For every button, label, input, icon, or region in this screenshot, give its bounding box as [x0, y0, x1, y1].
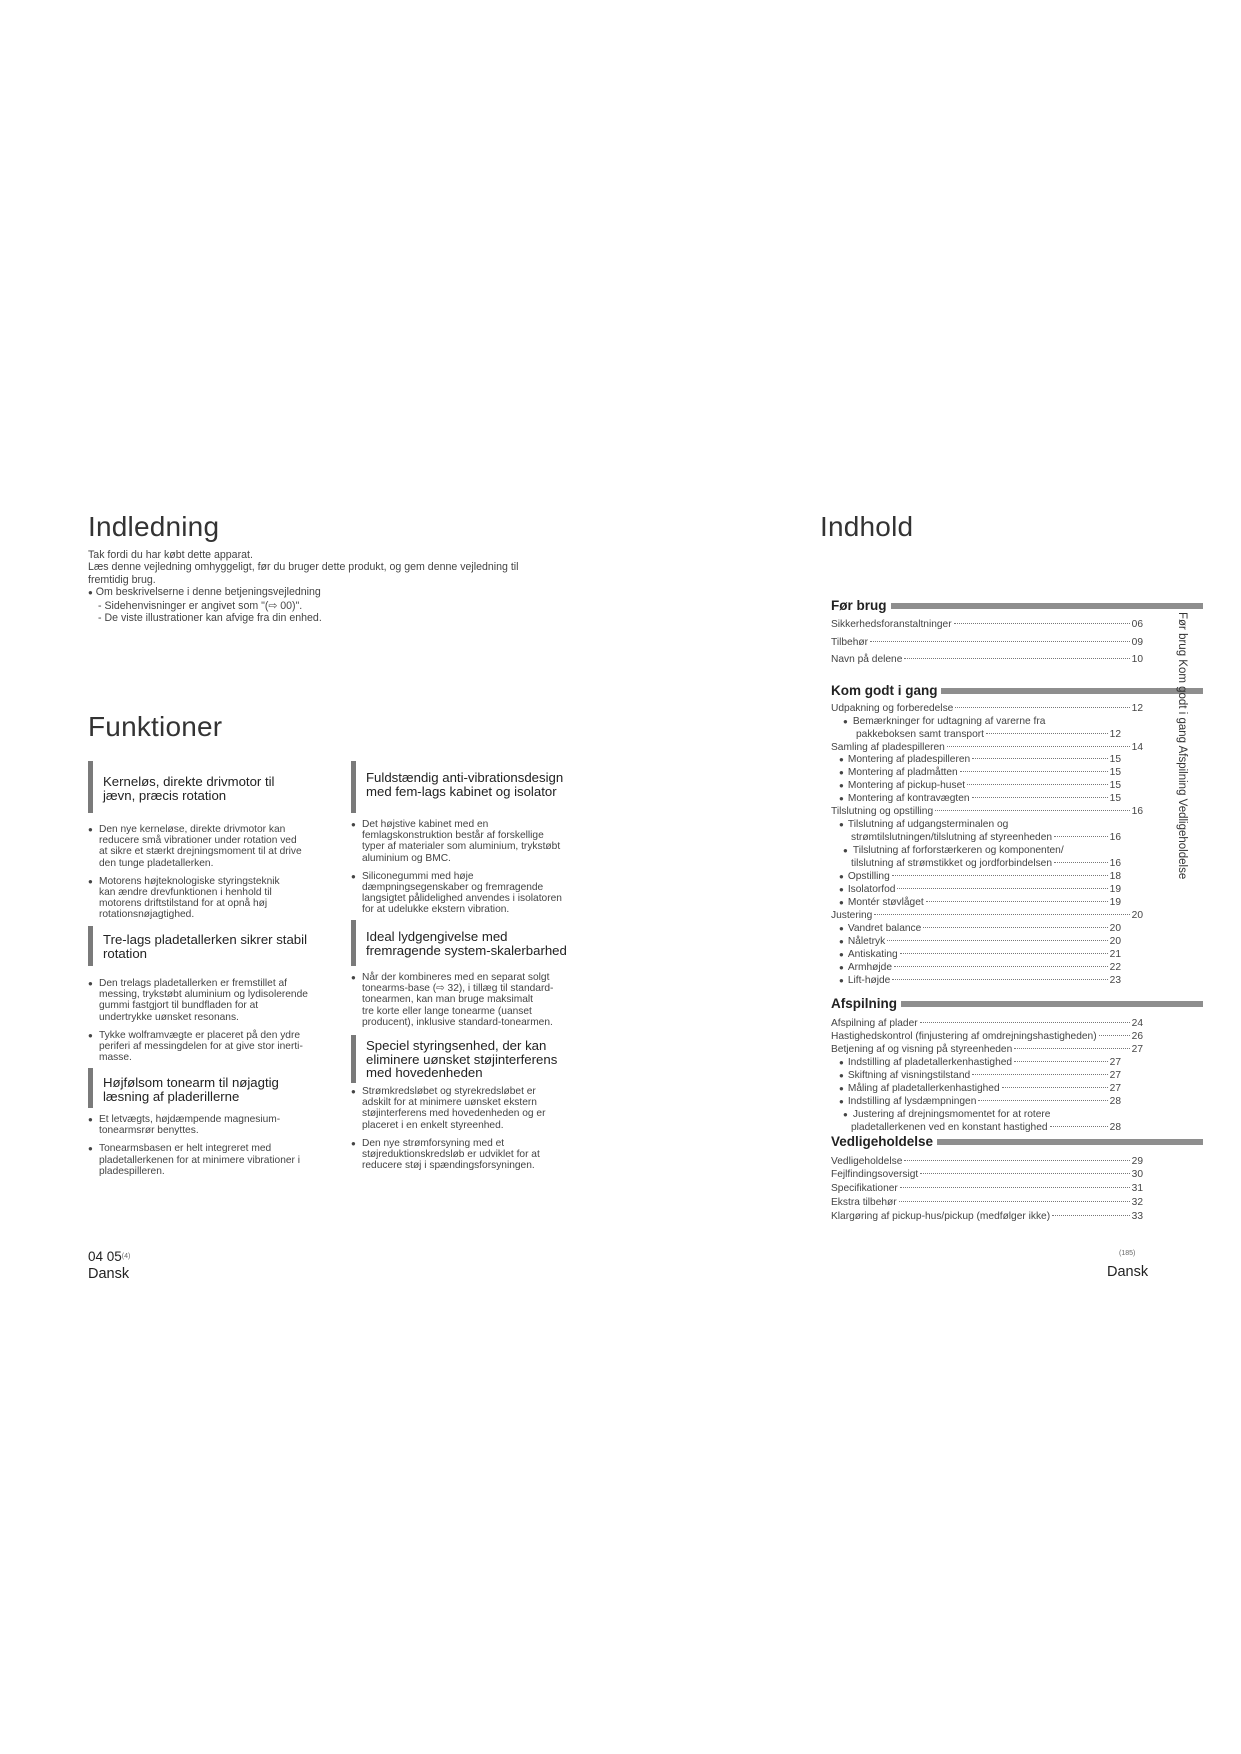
- list-item: ● Strømkredsløbet og styrekredsløbet er adskilt for at minimere uønsket ekstern støjinterferens med hovedenheden og er placeret i en enkelt styreenhed.: [351, 1086, 616, 1131]
- feature-bullets: [351, 972, 616, 1035]
- toc-entry[interactable]: Samling af pladespilleren 14: [831, 742, 1143, 753]
- feature-heading: Speciel styringsenhed, der kan eliminere uønsket støjinterferens med hovedenheden: [351, 1035, 611, 1083]
- toc-entry[interactable]: ● Tilslutning af forforstærkeren og komponenten/: [843, 845, 1064, 856]
- toc-entry[interactable]: ● Antiskating 21: [839, 949, 1121, 960]
- list-item: ● Siliconegummi med høje dæmpningsegenskaber og fremragende langsigtet pålidelighed anvendes i isolatoren for at udelukke ekstern vibration.: [351, 871, 616, 916]
- intro-text: [88, 549, 608, 624]
- toc-entry[interactable]: ● Montering af pladmåtten 15: [839, 767, 1121, 778]
- section-title: Afspilning: [831, 996, 901, 1011]
- toc-entry[interactable]: ● Indstilling af pladetallerkenhastighed 27: [839, 1057, 1121, 1068]
- toc-entry[interactable]: Udpakning og forberedelse 12: [831, 703, 1143, 714]
- feature-heading: Højfølsom tonearm til nøjagtig læsning af pladerillerne: [88, 1068, 348, 1108]
- toc-entry[interactable]: strømtilslutningen/tilslutning af styreenheden 16: [851, 832, 1121, 843]
- toc-entry[interactable]: ● Tilslutning af udgangsterminalen og: [839, 819, 1009, 830]
- toc-entry[interactable]: ● Lift-højde 23: [839, 975, 1121, 986]
- intro-sub: - De viste illustrationer kan afvige fra din enhed.: [98, 612, 322, 625]
- intro-title: Indledning: [88, 511, 220, 542]
- toc-entry[interactable]: ● Montering af pickup-huset 15: [839, 780, 1121, 791]
- list-item: ● Når der kombineres med en separat solgt tonearms-base (⇨ 32), i tillæg til standard- tonearmen, kan man bruge maksimalt tre korte eller lange tonearme (uanset producent), inklusive standard-tonearmen.: [351, 972, 616, 1028]
- footer-language: Dansk: [1107, 1264, 1149, 1280]
- feature-bullets: [351, 1086, 616, 1178]
- footer-language: Dansk: [88, 1266, 130, 1282]
- toc-section-heading: [831, 683, 1203, 699]
- feature-bullets: [88, 978, 353, 1070]
- list-item: ● Et letvægts, højdæmpende magnesium- tonearmsrør benyttes.: [88, 1114, 353, 1136]
- feature-bullets: [88, 1114, 353, 1184]
- toc-entry[interactable]: pakkeboksen samt transport 12: [856, 729, 1121, 740]
- toc-entry[interactable]: ● Bemærkninger for udtagning af varerne fra: [843, 716, 1046, 727]
- intro-line: Læs denne vejledning omhyggeligt, før du bruger dette produkt, og gem denne vejledning til: [88, 561, 519, 574]
- toc-entry[interactable]: Vedligeholdelse 29: [831, 1156, 1143, 1167]
- toc-entry[interactable]: tilslutning af strømstikket og jordforbindelsen 16: [851, 858, 1121, 869]
- toc-entry[interactable]: ● Justering af drejningsmomentet for at rotere: [843, 1109, 1051, 1120]
- toc-entry[interactable]: Specifikationer 31: [831, 1183, 1143, 1194]
- feature-heading: Ideal lydgengivelse med fremragende system-skalerbarhed: [351, 920, 611, 966]
- toc-entry[interactable]: ● Nåletryk 20: [839, 936, 1121, 947]
- toc-entry[interactable]: Tilslutning og opstilling 16: [831, 806, 1143, 817]
- toc-title: Indhold: [820, 511, 914, 542]
- page-number-small: (185): [1119, 1250, 1136, 1257]
- list-item: ● Tonearmsbasen er helt integreret med pladetallerkenen for at minimere vibrationer i pladespilleren.: [88, 1143, 353, 1177]
- list-item: ● Den nye strømforsyning med et støjreduktionskredsløb er udviklet for at reducere støj i spændingsforsyningen.: [351, 1138, 616, 1172]
- toc-entry[interactable]: Tilbehør 09: [831, 637, 1143, 648]
- intro-line: Tak fordi du har købt dette apparat.: [88, 549, 253, 561]
- toc-entry[interactable]: Justering 20: [831, 910, 1143, 921]
- list-item: ● Tykke wolframvægte er placeret på den ydre periferi af messingdelen for at give stor inerti- masse.: [88, 1030, 353, 1064]
- section-title: Vedligeholdelse: [831, 1134, 937, 1149]
- toc-entry[interactable]: ● Måling af pladetallerkenhastighed 27: [839, 1083, 1121, 1094]
- toc-entry[interactable]: ● Opstilling 18: [839, 871, 1121, 882]
- intro-bullet: ● Om beskrivelserne i denne betjeningsvejledning: [88, 586, 321, 599]
- toc-entry[interactable]: Betjening af og visning på styreenheden 27: [831, 1044, 1143, 1055]
- toc-entry[interactable]: ● Skiftning af visningstilstand 27: [839, 1070, 1121, 1081]
- toc-section-heading: [831, 996, 1203, 1012]
- list-item: ● Den nye kerneløse, direkte drivmotor kan reducere små vibrationer under rotation ved at sikre et stærkt drejningsmoment til at drive den tunge pladetallerken.: [88, 824, 353, 869]
- intro-line: fremtidig brug.: [88, 573, 156, 586]
- feature-bullets: [88, 824, 353, 928]
- toc-entry[interactable]: Ekstra tilbehør 32: [831, 1197, 1143, 1208]
- toc-entry[interactable]: ● Montering af pladespilleren 15: [839, 754, 1121, 765]
- feature-heading: Fuldstændig anti-vibrationsdesign med fem-lags kabinet og isolator: [351, 761, 611, 813]
- features-title: Funktioner: [88, 711, 223, 742]
- toc-entry[interactable]: Afspilning af plader 24: [831, 1018, 1143, 1029]
- section-title: Kom godt i gang: [831, 683, 941, 698]
- toc-entry[interactable]: ● Armhøjde 22: [839, 962, 1121, 973]
- side-tab-navigation: Før brug Kom godt i gang Afspilning Vedligeholdelse: [1176, 612, 1188, 880]
- toc-entry[interactable]: Sikkerhedsforanstaltninger 06: [831, 619, 1143, 630]
- toc-entry[interactable]: Klargøring af pickup-hus/pickup (medfølger ikke) 33: [831, 1211, 1143, 1222]
- list-item: ● Motorens højteknologiske styringsteknik kan ændre drevfunktionen i henhold til motorens driftstilstand for at opnå høj rotationsnøjagtighed.: [88, 876, 353, 921]
- toc-entry[interactable]: ● Vandret balance 20: [839, 923, 1121, 934]
- toc-section-heading: [831, 1134, 1203, 1150]
- list-item: ● Det højstive kabinet med en femlagskonstruktion består af forskellige typer af materialer som aluminium, trykstøbt aluminium og BMC.: [351, 819, 616, 864]
- feature-heading: Tre-lags pladetallerken sikrer stabil rotation: [88, 926, 348, 966]
- page-number-small: (4): [121, 1253, 131, 1260]
- page-numbers: 04 05: [88, 1249, 122, 1264]
- toc-section-heading: [831, 598, 1203, 614]
- toc-entry[interactable]: ● Montér støvlåget 19: [839, 897, 1121, 908]
- toc-entry[interactable]: Navn på delene 10: [831, 654, 1143, 665]
- feature-heading: Kerneløs, direkte drivmotor til jævn, præcis rotation: [88, 761, 348, 813]
- toc-entry[interactable]: ● Indstilling af lysdæmpningen 28: [839, 1096, 1121, 1107]
- toc-entry[interactable]: ● Montering af kontravægten 15: [839, 793, 1121, 804]
- feature-bullets: [351, 819, 616, 923]
- toc-entry[interactable]: Fejlfindingsoversigt 30: [831, 1169, 1143, 1180]
- section-title: Før brug: [831, 598, 891, 613]
- intro-sub: - Sidehenvisninger er angivet som "(⇨ 00)".: [98, 599, 303, 612]
- toc-entry[interactable]: pladetallerkenen ved en konstant hastighed 28: [851, 1122, 1121, 1133]
- toc-entry[interactable]: ● Isolatorfod 19: [839, 884, 1121, 895]
- footer-left: [88, 1248, 130, 1283]
- toc-entry[interactable]: Hastighedskontrol (finjustering af omdrejningshastigheden) 26: [831, 1031, 1143, 1042]
- list-item: ● Den trelags pladetallerken er fremstillet af messing, trykstøbt aluminium og lydisolerende gummi fastgjort til bundfladen for at undertrykke uønsket resonans.: [88, 978, 353, 1023]
